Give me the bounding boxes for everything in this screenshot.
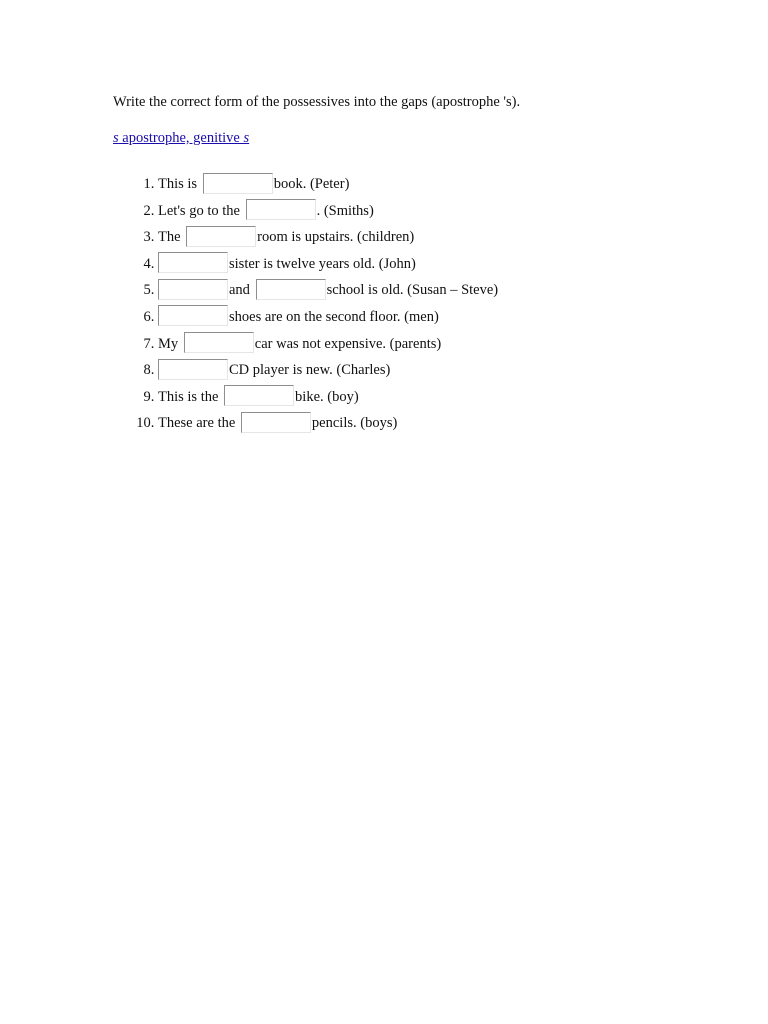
gap-input-5a[interactable] [158,279,228,300]
gap-input-7[interactable] [184,332,254,353]
item-text-after: book. (Peter) [273,176,350,192]
exercise-item-5 [158,277,753,304]
exercise-item-10 [158,410,753,437]
gap-input-8[interactable] [158,359,228,380]
exercise-item-4 [158,251,753,278]
item-text-before: This is the [158,388,223,405]
item-text-before: These are the [158,415,239,432]
exercise-item-9 [158,384,753,411]
gap-input-6[interactable] [158,305,228,326]
exercise-item-2 [158,198,753,225]
gap-input-10[interactable] [241,412,311,433]
item-text-middle: and [229,282,254,299]
item-text-after: car was not expensive. (parents) [254,335,442,352]
gap-input-3[interactable] [186,226,256,247]
exercise-item-3 [158,224,753,251]
item-text-after: room is upstairs. (children) [257,229,415,246]
item-text-after: shoes are on the second floor. (men) [229,308,439,325]
exercise-item-1 [158,171,753,198]
exercise-item-6 [158,304,753,331]
exercise-list [113,171,753,437]
exercise-page [113,93,753,437]
item-text-after: pencils. (boys) [311,415,398,432]
item-text-before: Let's go to the [158,202,244,219]
grammar-topic-link[interactable] [113,129,249,147]
item-text-after: sister is twelve years old. (John) [229,255,416,272]
item-text-before: This is [158,176,201,192]
item-text-before: My [158,335,182,352]
instruction-text: Write the correct form of the possessives into the gaps (apostrophe 's). [113,94,521,110]
item-text-after: school is old. (Susan – Steve) [326,282,499,299]
exercise-item-7 [158,331,753,358]
gap-input-4[interactable] [158,252,228,273]
link-middle-text: apostrophe, genitive [118,130,244,146]
link-italic-suffix: s [243,130,250,146]
gap-input-5b[interactable] [256,279,326,300]
item-text-after: . (Smiths) [316,202,374,219]
gap-input-2[interactable] [246,199,316,220]
gap-input-9[interactable] [224,385,294,406]
exercise-item-8 [158,357,753,384]
item-text-before: The [158,229,185,246]
gap-input-1[interactable] [203,173,273,194]
item-text-after: bike. (boy) [295,388,359,405]
item-text-after: CD player is new. (Charles) [229,362,391,379]
link-italic-prefix: s [113,130,119,146]
